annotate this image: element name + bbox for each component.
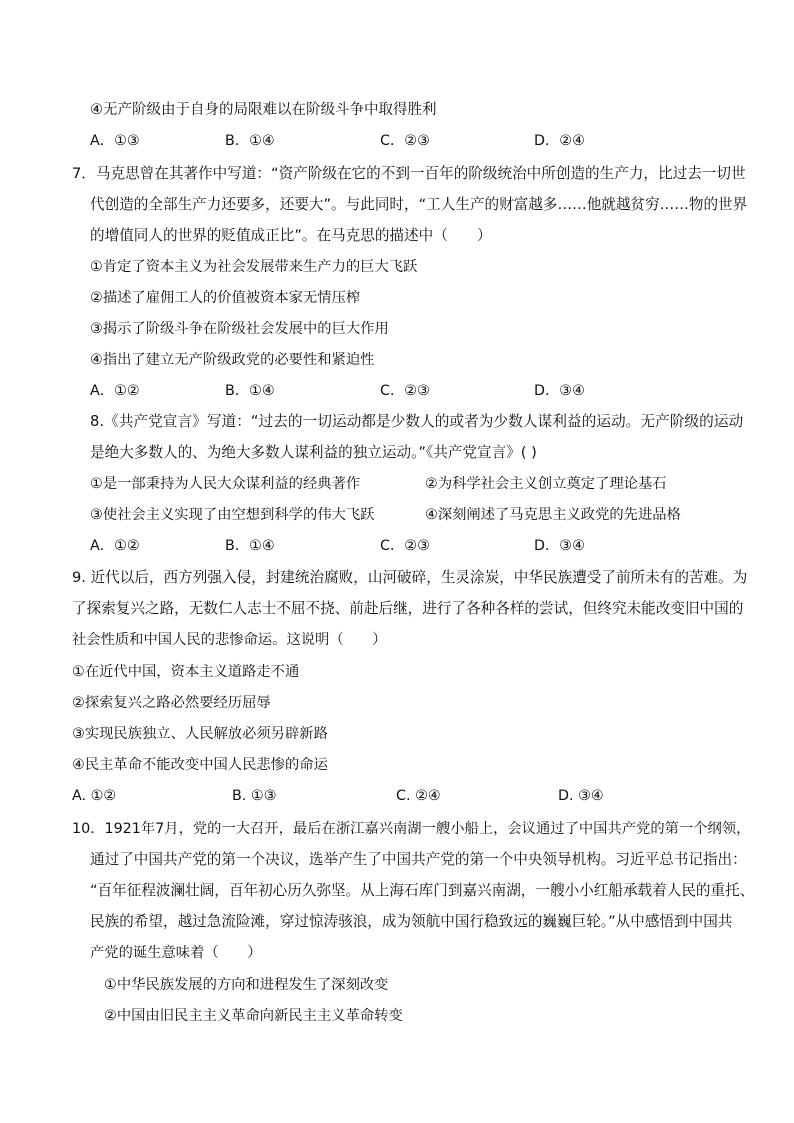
q7-stem-line-3: 的增值同人的世界的贬值成正比”。在马克思的描述中（ ） (90, 227, 492, 244)
q6-item-4: ④无产阶级由于自身的局限难以在阶级斗争中取得胜利 (90, 102, 437, 118)
q7-item-3: ③揭示了阶级斗争在阶级社会发展中的巨大作用 (90, 321, 389, 337)
q8-option-a[interactable]: A．①② (90, 538, 140, 554)
q9-option-c[interactable]: C. ②④ (396, 788, 441, 804)
q9-option-b[interactable]: B. ①③ (232, 788, 277, 804)
q9-item-1: ①在近代中国，资本主义道路走不通 (72, 664, 300, 680)
q8-option-b[interactable]: B．①④ (225, 538, 275, 554)
q6-option-c[interactable]: C．②③ (380, 133, 430, 149)
q8-option-d[interactable]: D．③④ (534, 538, 585, 554)
q7-stem-line-2: 代创造的全部生产力还要多，还要大”。与此同时，“工人生产的财富越多……他就越贫穷……物的世界 (90, 196, 748, 213)
q9-stem-line-3: 社会性质和中国人民的悲惨命运。这说明（ ） (72, 632, 387, 648)
q8-item-2: ②为科学社会主义创立奠定了理论基石 (425, 476, 667, 492)
q8-item-4: ④深刻阐述了马克思主义政党的先进品格 (425, 507, 681, 523)
q7-item-4: ④指出了建立无产阶级政党的必要性和紧迫性 (90, 352, 375, 368)
q6-option-b[interactable]: B．①④ (225, 133, 275, 149)
q10-item-2: ②中国由旧民主主义革命向新民主主义革命转变 (104, 1008, 403, 1024)
q9-option-a[interactable]: A. ①② (72, 788, 117, 804)
q9-item-3: ③实现民族独立、人民解放必须另辟新路 (72, 726, 328, 742)
q7-item-1: ①肯定了资本主义为社会发展带来生产力的巨大飞跃 (90, 259, 418, 275)
q6-option-a[interactable]: A．①③ (90, 133, 140, 149)
q9-item-2: ②探索复兴之路必然要经历屈辱 (72, 695, 271, 711)
q7-option-a[interactable]: A．①② (90, 383, 140, 399)
q7-item-2: ②描述了雇佣工人的价值被资本家无情压榨 (90, 290, 361, 306)
q10-stem-line-2: 通过了中国共产党的第一个决议，选举产生了中国共产党的第一个中央领导机构。习近平总书记指出： (90, 851, 747, 868)
q8-stem-line-2: 是绝大多数人的、为绝大多数人谋利益的独立运动。”《共产党宣言》( ) (90, 444, 537, 461)
q8-option-c[interactable]: C．②③ (380, 538, 430, 554)
q7-option-b[interactable]: B．①④ (225, 383, 275, 399)
q9-stem-line-2: 了探索复兴之路，无数仁人志士不屈不挠、前赴后继，进行了各种各样的尝试，但终究未能改变旧中国的 (72, 600, 744, 617)
q9-stem-line-1: 9. 近代以后，西方列强入侵，封建统治腐败，山河破碎，生灵涂炭，中华民族遭受了前所未有的苦难。为 (72, 569, 748, 586)
q7-stem-line-1: 7．马克思曾在其著作中写道：“资产阶级在它的不到一百年的阶级统治中所创造的生产力，比过去一切世 (72, 165, 746, 182)
q9-item-4: ④民主革命不能改变中国人民悲惨的命运 (72, 757, 328, 773)
q7-option-c[interactable]: C．②③ (380, 383, 430, 399)
q10-stem-line-1: 10．1921年7月，党的一大召开，最后在浙江嘉兴南湖一艘小船上，会议通过了中国共产党的第一个纲领， (72, 821, 751, 837)
q10-stem-line-3: “百年征程波澜壮阔，百年初心历久弥坚。从上海石库门到嘉兴南湖，一艘小小红船承载着人民的重托、 (90, 882, 755, 899)
q9-option-d[interactable]: D. ③④ (558, 788, 604, 804)
q6-option-d[interactable]: D．②④ (534, 133, 585, 149)
q10-stem-line-4: 民族的希望，越过急流险滩，穿过惊涛骇浪，成为领航中国行稳致远的巍巍巨轮。”从中感悟到中国共 (90, 913, 733, 930)
q7-option-d[interactable]: D．③④ (534, 383, 585, 399)
q8-item-1: ①是一部秉持为人民大众谋利益的经典著作 (90, 476, 361, 492)
q10-item-1: ①中华民族发展的方向和进程发生了深刻改变 (104, 977, 389, 993)
q8-item-3: ③使社会主义实现了由空想到科学的伟大飞跃 (90, 507, 375, 523)
q10-stem-line-5: 产党的诞生意味着（ ） (90, 945, 262, 961)
q8-stem-line-1: 8.《共产党宣言》写道：“过去的一切运动都是少数人的或者为少数人谋利益的运动。无产阶级的运动 (90, 413, 744, 430)
